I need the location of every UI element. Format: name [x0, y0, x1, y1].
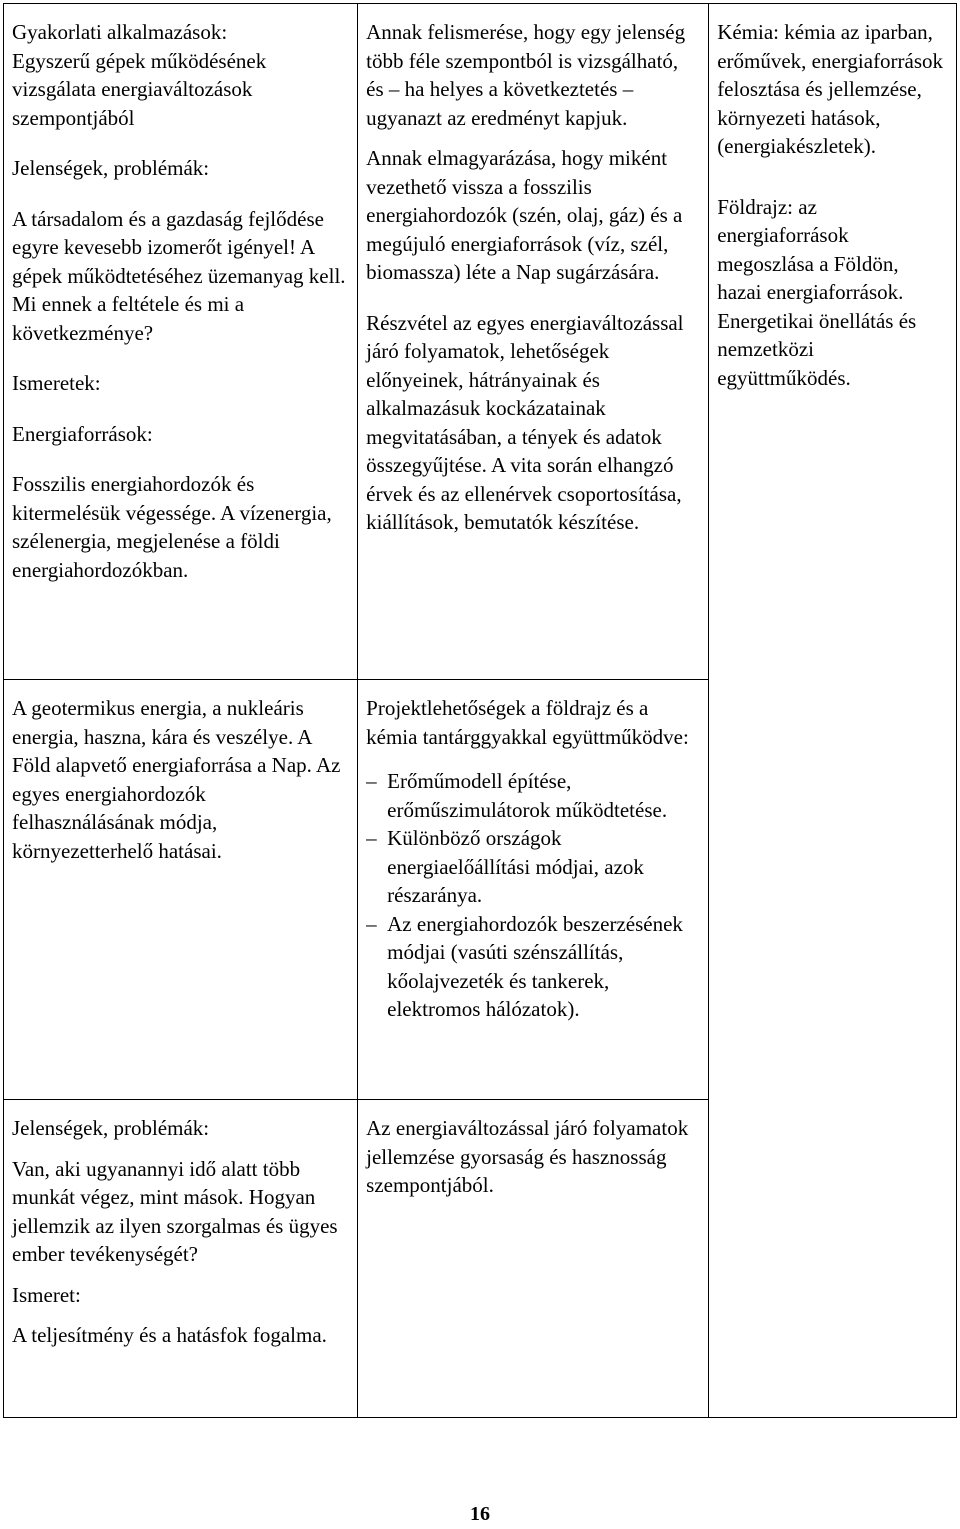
- table-cell: [358, 680, 709, 1100]
- development-goal-paragraph: Annak felismerése, hogy egy jelenség több féle szempontból is vizsgálható, és – ha helyes a következtetés – ugyanazt az eredményt kapjuk.: [366, 20, 686, 130]
- list-item: [366, 767, 700, 824]
- table-cell: [358, 1100, 709, 1418]
- dash-bullet: –: [366, 826, 377, 850]
- phenomena-text: Van, aki ugyanannyi idő alatt több munkát végez, mint mások. Hogyan jellemzik az ilyen szorgalmas és ügyes ember tevékenységét?: [12, 1156, 338, 1266]
- practical-applications-text: Egyszerű gépek működésének vizsgálata energiaváltozások szempontjából: [12, 48, 267, 130]
- table-row: [4, 4, 957, 680]
- table-cell: [358, 4, 709, 680]
- table-cell: [709, 4, 957, 1418]
- dash-bullet: –: [366, 911, 377, 936]
- geography-connection: Földrajz: az energiaforrások megoszlása a Földön, hazai energiaforrások. Energetikai önellátás és nemzetközi együttműködés.: [717, 194, 917, 390]
- practical-applications-title: Gyakorlati alkalmazások:: [12, 20, 228, 44]
- knowledge-label: Ismeret:: [12, 1282, 81, 1307]
- curriculum-table: [3, 3, 957, 1418]
- development-goal-paragraph: Annak elmagyarázása, hogy miként vezethető vissza a fosszilis energiahordozók (szén, olaj, gáz) és a megújuló energiaforrások (víz, szél, biomassza) léte a Nap sugárzására.: [366, 146, 683, 284]
- energy-text: A geotermikus energia, a nukleáris energia, haszna, kára és veszélye. A Föld alapvető energiaforrása a Nap. Az egyes energiahordozók felhasználásának módja, környezetterhelő hatásai.: [12, 696, 341, 863]
- list-item-text: Az energiahordozók beszerzésének módjai (vasúti szénszállítás, kőolajvezeték és tankerek, elektromos hálózatok).: [387, 911, 683, 1021]
- list-item: [366, 824, 700, 910]
- knowledge-label: Ismeretek:: [12, 371, 101, 395]
- project-intro: Projektlehetőségek a földrajz és a kémia tantárggyakkal együttműködve:: [366, 696, 689, 749]
- table-cell: [4, 4, 358, 680]
- list-item-text: Erőműmodell építése, erőműszimulátorok működtetése.: [387, 769, 668, 822]
- knowledge-text: A teljesítmény és a hatásfok fogalma.: [12, 1323, 327, 1347]
- list-item-text: Különböző országok energiaelőállítási módjai, azok részaránya.: [387, 826, 644, 907]
- phenomena-label: Jelenségek, problémák:: [12, 1116, 210, 1140]
- chemistry-connection: Kémia: kémia az iparban, erőművek, energiaforrások felosztása és jellemzése, környezeti hatások, (energiakészletek).: [717, 20, 944, 158]
- list-item: [366, 910, 700, 1024]
- dash-bullet: –: [366, 769, 377, 793]
- phenomena-label: Jelenségek, problémák:: [12, 156, 210, 180]
- development-goal-paragraph: Az energiaváltozással járó folyamatok jellemzése gyorsaság és hasznosság szempontjából.: [366, 1116, 689, 1197]
- phenomena-text: A társadalom és a gazdaság fejlődése egyre kevesebb izomerőt igényel! A gépek működtetéséhez üzemanyag kell. Mi ennek a feltétele és mi a következménye?: [12, 206, 346, 345]
- development-goal-paragraph: Részvétel az egyes energiaváltozással járó folyamatok, lehetőségek előnyeinek, hátrányainak és alkalmazásuk kockázatainak megvitatásában, a tények és adatok összegyűjtése. A vita során elhangzó érvek és az ellenérvek csoportosítása, kiállítások, bemutatók készítése.: [366, 310, 684, 534]
- page-number: 16: [470, 1503, 490, 1525]
- energy-sources-text: Fosszilis energiahordozók és kitermelésük végessége. A vízenergia, szélenergia, megjelenése a földi energiahordozókban.: [12, 472, 332, 582]
- energy-sources-label: Energiaforrások:: [12, 421, 153, 446]
- table-cell: [4, 1100, 358, 1418]
- project-list: [366, 767, 700, 1024]
- table-cell: [4, 680, 358, 1100]
